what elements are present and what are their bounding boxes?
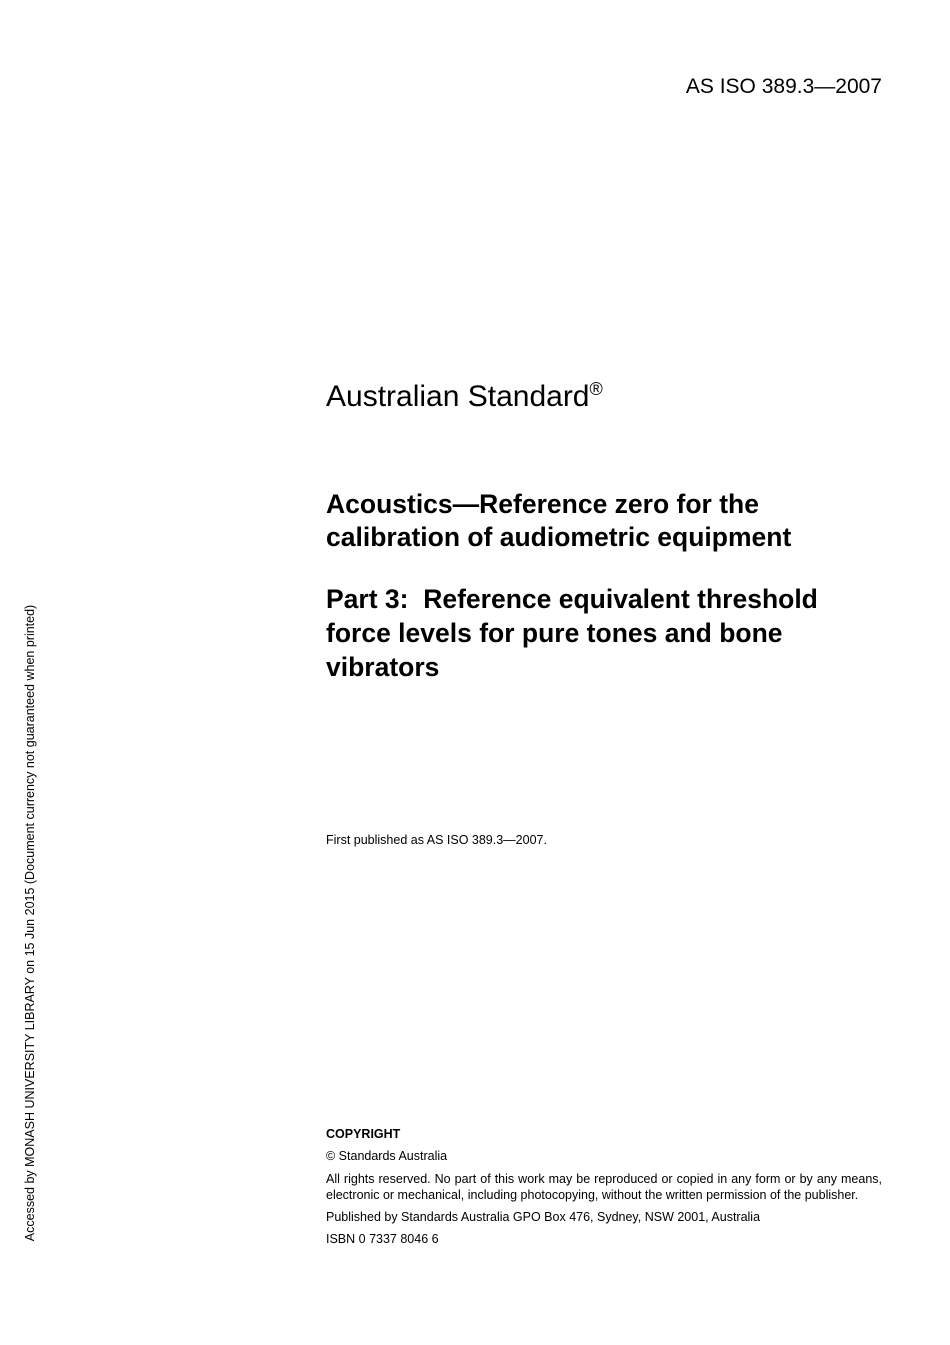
copyright-owner: © Standards Australia — [326, 1149, 448, 1163]
isbn: ISBN 0 7337 8046 6 — [326, 1232, 439, 1246]
registered-mark: ® — [589, 379, 603, 399]
subtitle-line-3: vibrators — [326, 652, 440, 682]
document-subtitle — [326, 582, 882, 684]
standard-label — [326, 380, 882, 414]
document-number: AS ISO 389.3—2007 — [685, 75, 882, 98]
copyright-heading: COPYRIGHT — [326, 1127, 401, 1141]
subtitle-line-1: Part 3: Reference equivalent threshold — [326, 584, 818, 614]
title-line-2: calibration of audiometric equipment — [326, 522, 792, 552]
first-published-note: First published as AS ISO 389.3—2007. — [326, 833, 547, 847]
title-line-1: Acoustics—Reference zero for the — [326, 489, 759, 519]
document-title — [326, 488, 882, 554]
access-notice: Accessed by MONASH UNIVERSITY LIBRARY on 15 Jun 2015 (Document currency not guaranteed when printed) — [23, 604, 37, 1242]
subtitle-line-2: force levels for pure tones and bone — [326, 618, 783, 648]
standard-label-text: Australian Standard — [326, 380, 590, 413]
publisher-info: Published by Standards Australia GPO Box 476, Sydney, NSW 2001, Australia — [326, 1210, 761, 1224]
rights-statement: All rights reserved. No part of this work may be reproduced or copied in any form or by any means, electronic or mechanical, including photocopying, without the written permission of the publisher. — [326, 1172, 882, 1202]
copyright-block — [326, 1127, 882, 1254]
